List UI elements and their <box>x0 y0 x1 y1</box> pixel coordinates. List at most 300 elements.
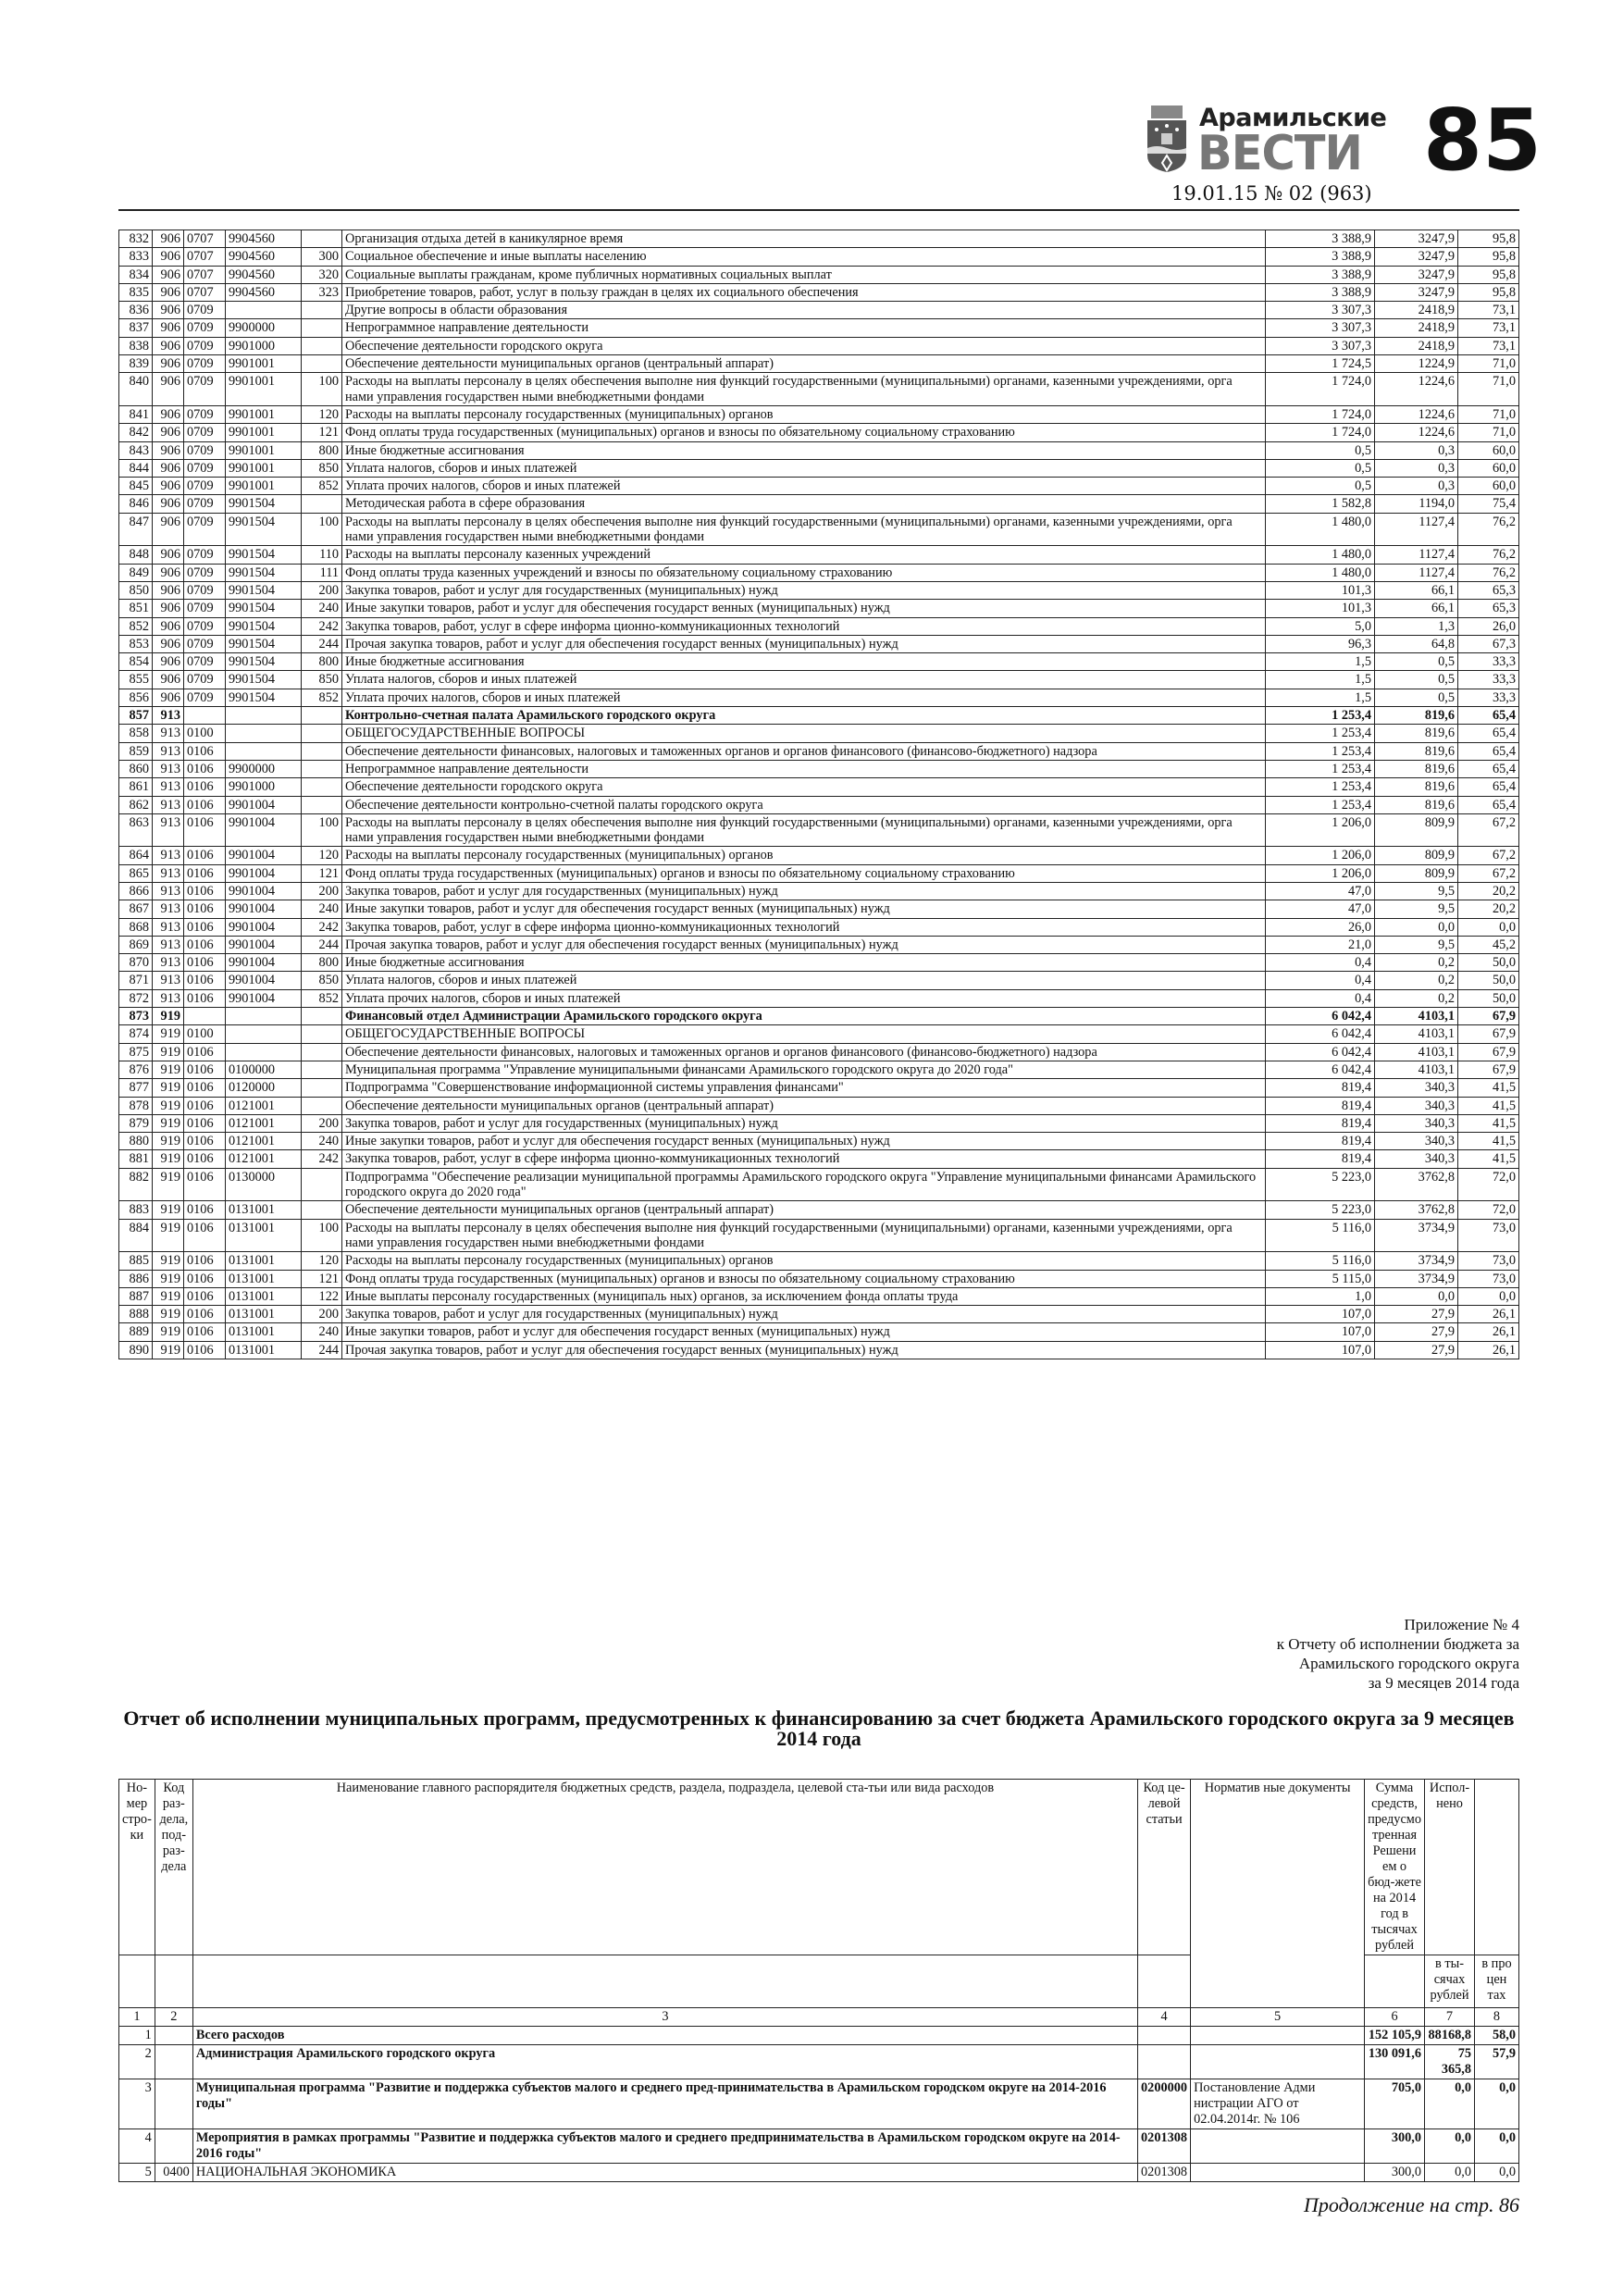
section-code: 0106 <box>184 1270 226 1287</box>
item-name: Муниципальная программа "Развитие и поддержка субъектов малого и среднего пред-принимательства в Арамильском городском округе на 2014-2016 годы" <box>192 2079 1137 2129</box>
column-number: 4 <box>1138 2008 1191 2027</box>
item-name: Обеспечение деятельности городского округа <box>342 337 1266 354</box>
expense-type: 852 <box>302 689 342 706</box>
executed-percent: 73,0 <box>1458 1219 1519 1252</box>
documents <box>1191 2129 1365 2164</box>
row-number: 835 <box>119 283 153 301</box>
planned-amount: 47,0 <box>1266 882 1375 900</box>
section-code: 0709 <box>184 689 226 706</box>
executed-amount: 809,9 <box>1375 847 1458 864</box>
appendix-note <box>1277 1615 1519 1693</box>
planned-amount: 5 223,0 <box>1266 1201 1375 1219</box>
grbs-code: 919 <box>153 1168 184 1201</box>
executed-percent: 72,0 <box>1458 1168 1519 1201</box>
row-number: 877 <box>119 1079 153 1097</box>
section-code: 0106 <box>184 1133 226 1150</box>
target-code <box>226 1043 302 1061</box>
item-name: Муниципальная программа "Управление муниципальными финансами Арамильского городского округа до 2020 года" <box>342 1061 1266 1078</box>
item-name: Организация отдыха детей в каникулярное время <box>342 230 1266 248</box>
executed-amount: 819,6 <box>1375 778 1458 796</box>
planned-amount: 1,5 <box>1266 671 1375 689</box>
grbs-code: 913 <box>153 972 184 989</box>
grbs-code: 913 <box>153 882 184 900</box>
planned-amount: 0,4 <box>1266 954 1375 972</box>
planned-amount: 1 480,0 <box>1266 546 1375 564</box>
item-name: Подпрограмма "Совершенствование информационной системы управления финансами" <box>342 1079 1266 1097</box>
target-code: 0131001 <box>226 1270 302 1287</box>
table-row <box>119 1287 1519 1305</box>
row-number: 867 <box>119 900 153 918</box>
row-number: 888 <box>119 1306 153 1323</box>
grbs-code: 906 <box>153 617 184 635</box>
item-name: Иные закупки товаров, работ и услуг для обеспечения государст венных (муниципальных) нужд <box>342 600 1266 617</box>
table-row <box>119 302 1519 319</box>
section-code <box>184 1008 226 1025</box>
planned-amount: 1 253,4 <box>1266 796 1375 813</box>
table-row <box>119 1097 1519 1114</box>
executed-amount: 0,5 <box>1375 689 1458 706</box>
executed-percent: 65,4 <box>1458 742 1519 760</box>
table-row <box>119 600 1519 617</box>
table-row <box>119 2164 1519 2182</box>
executed-amount: 819,6 <box>1375 707 1458 725</box>
row-number: 860 <box>119 760 153 777</box>
executed-amount: 0,2 <box>1375 989 1458 1007</box>
item-name: Контрольно-счетная палата Арамильского городского округа <box>342 707 1266 725</box>
executed-percent: 65,4 <box>1458 707 1519 725</box>
item-name: Социальное обеспечение и иные выплаты населению <box>342 248 1266 266</box>
grbs-code: 919 <box>153 1201 184 1219</box>
row-number: 873 <box>119 1008 153 1025</box>
executed-amount: 3762,8 <box>1375 1201 1458 1219</box>
target-code: 9901004 <box>226 936 302 953</box>
item-name: Иные бюджетные ассигнования <box>342 441 1266 459</box>
header-blank <box>1475 1780 1519 1955</box>
planned-amount: 1 724,0 <box>1266 373 1375 406</box>
item-name: Фонд оплаты труда государственных (муниципальных) органов и взносы по обязательному социальному страхованию <box>342 424 1266 441</box>
item-name: Расходы на выплаты персоналу казенных учреждений <box>342 546 1266 564</box>
section-code: 0106 <box>184 936 226 953</box>
row-number: 843 <box>119 441 153 459</box>
section-code: 0709 <box>184 373 226 406</box>
target-code <box>226 302 302 319</box>
planned-amount: 1,5 <box>1266 689 1375 706</box>
item-name: Уплата прочих налогов, сборов и иных платежей <box>342 989 1266 1007</box>
row-number: 889 <box>119 1323 153 1341</box>
target-code: 0121001 <box>226 1133 302 1150</box>
executed-amount: 340,3 <box>1375 1097 1458 1114</box>
target-code: 0131001 <box>226 1341 302 1359</box>
table-row <box>119 864 1519 882</box>
row-number: 845 <box>119 478 153 495</box>
executed-amount: 819,6 <box>1375 796 1458 813</box>
section-code: 0106 <box>184 864 226 882</box>
executed-percent: 73,1 <box>1458 337 1519 354</box>
row-number: 862 <box>119 796 153 813</box>
executed-amount: 66,1 <box>1375 581 1458 599</box>
planned-amount: 3 388,9 <box>1266 266 1375 283</box>
section-code: 0709 <box>184 319 226 337</box>
section-code: 0709 <box>184 355 226 373</box>
executed-amount: 4103,1 <box>1375 1061 1458 1078</box>
item-name: Непрограммное направление деятельности <box>342 760 1266 777</box>
expense-type: 240 <box>302 900 342 918</box>
grbs-code: 906 <box>153 513 184 546</box>
section-code <box>155 2045 192 2079</box>
target-code: 0121001 <box>226 1150 302 1168</box>
planned-amount: 3 307,3 <box>1266 319 1375 337</box>
item-name: Уплата прочих налогов, сборов и иных платежей <box>342 689 1266 706</box>
planned-amount: 1 253,4 <box>1266 742 1375 760</box>
item-name: Закупка товаров, работ, услуг в сфере информа ционно-коммуникационных технологий <box>342 1150 1266 1168</box>
planned-amount: 1 253,4 <box>1266 725 1375 742</box>
row-number: 853 <box>119 635 153 652</box>
column-number: 6 <box>1365 2008 1425 2027</box>
table-row <box>119 1150 1519 1168</box>
expense-type <box>302 230 342 248</box>
planned-amount: 0,5 <box>1266 478 1375 495</box>
header-executed-percent: в про цен тах <box>1475 1955 1519 2008</box>
expense-type: 850 <box>302 459 342 477</box>
executed-amount: 1127,4 <box>1375 564 1458 581</box>
target-code: 0131001 <box>226 1219 302 1252</box>
grbs-code: 913 <box>153 954 184 972</box>
executed-amount: 0,0 <box>1375 918 1458 936</box>
target-code: 9901004 <box>226 796 302 813</box>
item-name: Закупка товаров, работ, услуг в сфере информа ционно-коммуникационных технологий <box>342 617 1266 635</box>
executed-percent: 65,3 <box>1458 600 1519 617</box>
expense-type <box>302 355 342 373</box>
table-row <box>119 796 1519 813</box>
executed-amount: 0,5 <box>1375 671 1458 689</box>
grbs-code: 906 <box>153 230 184 248</box>
grbs-code: 906 <box>153 689 184 706</box>
executed-amount: 4103,1 <box>1375 1025 1458 1043</box>
item-name: Всего расходов <box>192 2027 1137 2045</box>
expense-type: 244 <box>302 936 342 953</box>
table-row <box>119 635 1519 652</box>
executed-percent: 95,8 <box>1458 283 1519 301</box>
executed-percent: 67,9 <box>1458 1061 1519 1078</box>
item-name: Фонд оплаты труда государственных (муниципальных) органов и взносы по обязательному социальному страхованию <box>342 1270 1266 1287</box>
item-name: Обеспечение деятельности контрольно-счетной палаты городского округа <box>342 796 1266 813</box>
target-code: 9901504 <box>226 513 302 546</box>
documents: Постановление Адми нистрации АГО от 02.04.2014г. № 106 <box>1191 2079 1365 2129</box>
table-row <box>119 248 1519 266</box>
row-number: 870 <box>119 954 153 972</box>
table-row <box>119 2079 1519 2129</box>
executed-amount: 2418,9 <box>1375 302 1458 319</box>
executed-amount: 0,5 <box>1375 653 1458 671</box>
section-code: 0106 <box>184 813 226 847</box>
issue-date: 19.01.15 № 02 (963) <box>1171 182 1372 205</box>
planned-amount: 705,0 <box>1365 2079 1425 2129</box>
executed-amount: 809,9 <box>1375 813 1458 847</box>
section-code: 0709 <box>184 546 226 564</box>
table-row <box>119 1079 1519 1097</box>
executed-amount: 0,3 <box>1375 459 1458 477</box>
planned-amount: 300,0 <box>1365 2164 1425 2182</box>
expense-type: 244 <box>302 635 342 652</box>
table-row <box>119 266 1519 283</box>
section-code: 0100 <box>184 725 226 742</box>
table-row <box>119 2027 1519 2045</box>
section-code: 0106 <box>184 1168 226 1201</box>
grbs-code: 906 <box>153 248 184 266</box>
row-number: 838 <box>119 337 153 354</box>
planned-amount: 1,0 <box>1266 1287 1375 1305</box>
table-row <box>119 936 1519 953</box>
grbs-code: 919 <box>153 1043 184 1061</box>
item-name: Закупка товаров, работ и услуг для государственных (муниципальных) нужд <box>342 581 1266 599</box>
executed-percent: 33,3 <box>1458 689 1519 706</box>
table-row <box>119 900 1519 918</box>
grbs-code: 919 <box>153 1079 184 1097</box>
target-code: 9901001 <box>226 459 302 477</box>
target-code: 0131001 <box>226 1252 302 1270</box>
expense-type: 323 <box>302 283 342 301</box>
item-name: Расходы на выплаты персоналу в целях обеспечения выполне ния функций государственными (муниципальными) органами, казенными учреждениями, орга нами управления государствен ными внебюджетными фондами <box>342 373 1266 406</box>
target-code: 9901004 <box>226 954 302 972</box>
target-code: 9901504 <box>226 617 302 635</box>
table-row <box>119 742 1519 760</box>
executed-percent: 67,9 <box>1458 1043 1519 1061</box>
executed-amount: 1194,0 <box>1375 495 1458 513</box>
row-number: 882 <box>119 1168 153 1201</box>
executed-amount: 1224,9 <box>1375 355 1458 373</box>
empty-cell <box>1138 1955 1191 2008</box>
target-code: 9901001 <box>226 373 302 406</box>
planned-amount: 152 105,9 <box>1365 2027 1425 2045</box>
section-code: 0709 <box>184 513 226 546</box>
executed-percent: 76,2 <box>1458 513 1519 546</box>
expense-type <box>302 796 342 813</box>
expense-type: 240 <box>302 1323 342 1341</box>
item-name: Приобретение товаров, работ, услуг в пользу граждан в целях их социального обеспечения <box>342 283 1266 301</box>
table-row <box>119 760 1519 777</box>
table-row <box>119 373 1519 406</box>
grbs-code: 919 <box>153 1219 184 1252</box>
section-code: 0106 <box>184 1150 226 1168</box>
planned-amount: 300,0 <box>1365 2129 1425 2164</box>
table-row <box>119 1043 1519 1061</box>
item-name: Обеспечение деятельности муниципальных органов (центральный аппарат) <box>342 1201 1266 1219</box>
executed-percent: 58,0 <box>1475 2027 1519 2045</box>
planned-amount: 5,0 <box>1266 617 1375 635</box>
executed-amount: 1127,4 <box>1375 546 1458 564</box>
expense-type: 100 <box>302 513 342 546</box>
expense-type <box>302 778 342 796</box>
grbs-code: 913 <box>153 847 184 864</box>
executed-percent: 26,0 <box>1458 617 1519 635</box>
target-code: 9901004 <box>226 972 302 989</box>
row-number: 1 <box>119 2027 155 2045</box>
expense-type: 100 <box>302 813 342 847</box>
target-code: 0131001 <box>226 1306 302 1323</box>
item-name: Мероприятия в рамках программы "Развитие и поддержка субъектов малого и среднего предпринимательства в Арамильском городском округе на 2014-2016 годы" <box>192 2129 1137 2164</box>
expense-type <box>302 1168 342 1201</box>
section-code: 0709 <box>184 424 226 441</box>
table-row <box>119 513 1519 546</box>
planned-amount: 3 388,9 <box>1266 283 1375 301</box>
expense-type <box>302 1061 342 1078</box>
expense-type: 800 <box>302 441 342 459</box>
expense-type: 120 <box>302 405 342 423</box>
item-name: Закупка товаров, работ и услуг для государственных (муниципальных) нужд <box>342 1306 1266 1323</box>
target-code: 9904560 <box>226 283 302 301</box>
section-code: 0106 <box>184 900 226 918</box>
grbs-code: 919 <box>153 1270 184 1287</box>
table-row <box>119 495 1519 513</box>
section-code: 0707 <box>184 248 226 266</box>
grbs-code: 906 <box>153 441 184 459</box>
target-code: 9901001 <box>226 478 302 495</box>
table-row <box>119 689 1519 706</box>
target-code: 9901001 <box>226 355 302 373</box>
header-divider <box>118 209 1519 211</box>
executed-amount: 1127,4 <box>1375 513 1458 546</box>
executed-amount: 3247,9 <box>1375 248 1458 266</box>
expense-type: 800 <box>302 653 342 671</box>
section-code: 0709 <box>184 653 226 671</box>
executed-percent: 33,3 <box>1458 671 1519 689</box>
expense-type <box>302 319 342 337</box>
planned-amount: 96,3 <box>1266 635 1375 652</box>
row-number: 833 <box>119 248 153 266</box>
planned-amount: 1 724,0 <box>1266 405 1375 423</box>
row-number: 841 <box>119 405 153 423</box>
section-code: 0709 <box>184 617 226 635</box>
table-row <box>119 478 1519 495</box>
planned-amount: 107,0 <box>1266 1306 1375 1323</box>
report-title: Отчет об исполнении муниципальных программ, предусмотренных к финансированию за счет бюджета Арамильского городского округа за 9 месяцев 2014 года <box>123 1706 1515 1750</box>
grbs-code: 913 <box>153 918 184 936</box>
section-code: 0106 <box>184 1252 226 1270</box>
expense-type: 850 <box>302 671 342 689</box>
planned-amount: 819,4 <box>1266 1150 1375 1168</box>
expense-type: 800 <box>302 954 342 972</box>
table-row <box>119 954 1519 972</box>
row-number: 840 <box>119 373 153 406</box>
target-code: 9901000 <box>226 778 302 796</box>
expense-type: 121 <box>302 864 342 882</box>
target-code: 9901504 <box>226 600 302 617</box>
target-code: 9901001 <box>226 441 302 459</box>
brand-name-line1: Арамильские <box>1199 104 1387 132</box>
executed-amount: 3734,9 <box>1375 1219 1458 1252</box>
item-name: Обеспечение деятельности муниципальных органов (центральный аппарат) <box>342 355 1266 373</box>
target-code: 9901004 <box>226 864 302 882</box>
section-code: 0106 <box>184 954 226 972</box>
item-name: Социальные выплаты гражданам, кроме публичных нормативных социальных выплат <box>342 266 1266 283</box>
executed-percent: 50,0 <box>1458 989 1519 1007</box>
row-number: 849 <box>119 564 153 581</box>
section-code: 0709 <box>184 337 226 354</box>
expense-type: 122 <box>302 1287 342 1305</box>
grbs-code: 906 <box>153 302 184 319</box>
table-row <box>119 671 1519 689</box>
row-number: 872 <box>119 989 153 1007</box>
executed-amount: 9,5 <box>1375 936 1458 953</box>
executed-amount: 9,5 <box>1375 900 1458 918</box>
table-row <box>119 405 1519 423</box>
executed-percent: 73,0 <box>1458 1252 1519 1270</box>
section-code: 0106 <box>184 1097 226 1114</box>
target-code: 9901504 <box>226 495 302 513</box>
section-code: 0106 <box>184 796 226 813</box>
grbs-code: 919 <box>153 1306 184 1323</box>
table-row <box>119 707 1519 725</box>
executed-percent: 0,0 <box>1475 2164 1519 2182</box>
section-code: 0106 <box>184 742 226 760</box>
table-row <box>119 546 1519 564</box>
executed-percent: 60,0 <box>1458 478 1519 495</box>
table-row <box>119 2129 1519 2164</box>
table-row <box>119 989 1519 1007</box>
expense-type: 110 <box>302 546 342 564</box>
column-number: 2 <box>155 2008 192 2027</box>
section-code: 0709 <box>184 459 226 477</box>
coat-of-arms-logo <box>1146 104 1188 174</box>
empty-cell <box>155 1955 192 2008</box>
item-name: Иные закупки товаров, работ и услуг для обеспечения государст венных (муниципальных) нужд <box>342 1323 1266 1341</box>
executed-percent: 73,1 <box>1458 319 1519 337</box>
executed-percent: 26,1 <box>1458 1323 1519 1341</box>
executed-percent: 65,4 <box>1458 796 1519 813</box>
header-section-code: Код раз-дела, под-раз-дела <box>155 1780 192 1955</box>
expense-type: 111 <box>302 564 342 581</box>
row-number: 4 <box>119 2129 155 2164</box>
item-name: Закупка товаров, работ и услуг для государственных (муниципальных) нужд <box>342 1114 1266 1132</box>
planned-amount: 1 480,0 <box>1266 513 1375 546</box>
row-number: 868 <box>119 918 153 936</box>
row-number: 859 <box>119 742 153 760</box>
section-code: 0709 <box>184 441 226 459</box>
row-number: 863 <box>119 813 153 847</box>
target-code: 0131001 <box>226 1287 302 1305</box>
executed-percent: 67,9 <box>1458 1008 1519 1025</box>
planned-amount: 47,0 <box>1266 900 1375 918</box>
table-row <box>119 564 1519 581</box>
expense-type <box>302 495 342 513</box>
executed-percent: 26,1 <box>1458 1306 1519 1323</box>
grbs-code: 913 <box>153 778 184 796</box>
appendix-line: к Отчету об исполнении бюджета за <box>1276 1635 1519 1653</box>
target-code: 9900000 <box>226 319 302 337</box>
section-code: 0106 <box>184 1219 226 1252</box>
planned-amount: 107,0 <box>1266 1341 1375 1359</box>
empty-cell <box>192 1955 1137 2008</box>
executed-amount: 0,0 <box>1375 1287 1458 1305</box>
empty-cell <box>1365 1955 1425 2008</box>
target-code <box>1138 2027 1191 2045</box>
row-number: 875 <box>119 1043 153 1061</box>
grbs-code: 906 <box>153 546 184 564</box>
column-number: 7 <box>1425 2008 1475 2027</box>
section-code: 0400 <box>155 2164 192 2182</box>
grbs-code: 919 <box>153 1287 184 1305</box>
target-code: 9901004 <box>226 989 302 1007</box>
executed-amount: 0,0 <box>1425 2164 1475 2182</box>
table-row <box>119 230 1519 248</box>
executed-percent: 76,2 <box>1458 546 1519 564</box>
executed-percent: 71,0 <box>1458 355 1519 373</box>
expense-type <box>302 725 342 742</box>
table-row <box>119 1323 1519 1341</box>
table-row <box>119 2045 1519 2079</box>
executed-amount: 819,6 <box>1375 725 1458 742</box>
item-name: Обеспечение деятельности городского округа <box>342 778 1266 796</box>
